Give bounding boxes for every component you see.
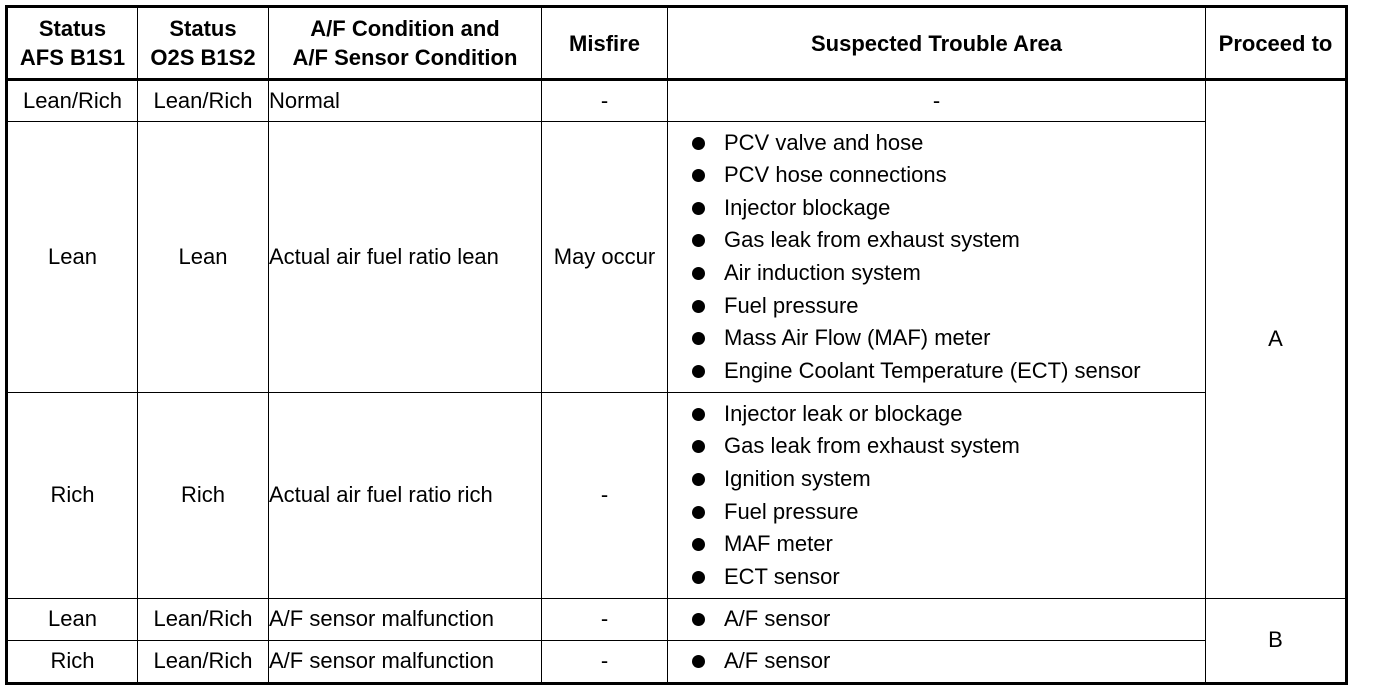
af-condition-cell: Actual air fuel ratio rich	[269, 393, 542, 599]
o2s-status-cell: Lean/Rich	[138, 599, 269, 641]
list-item: Ignition system	[690, 463, 1205, 496]
misfire-cell: -	[542, 641, 668, 684]
bullet-icon	[692, 267, 705, 280]
header-row	[7, 7, 1347, 80]
list-item: Injector leak or blockage	[690, 398, 1205, 431]
list-item: MAF meter	[690, 528, 1205, 561]
table-row	[7, 641, 1347, 684]
trouble-area-cell: -	[668, 80, 1206, 122]
trouble-area-list	[668, 398, 1205, 594]
bullet-icon	[692, 300, 705, 313]
bullet-icon	[692, 613, 705, 626]
header-suspected-trouble-area: Suspected Trouble Area	[668, 7, 1206, 80]
trouble-area-cell	[668, 393, 1206, 599]
trouble-area-cell	[668, 122, 1206, 393]
afs-status-cell: Lean	[7, 122, 138, 393]
bullet-icon	[692, 473, 705, 486]
trouble-area-cell	[668, 641, 1206, 684]
bullet-icon	[692, 506, 705, 519]
list-item: Air induction system	[690, 257, 1205, 290]
list-item: Mass Air Flow (MAF) meter	[690, 322, 1205, 355]
afs-status-cell: Rich	[7, 393, 138, 599]
bullet-icon	[692, 169, 705, 182]
list-item: Gas leak from exhaust system	[690, 430, 1205, 463]
list-item: A/F sensor	[690, 645, 1205, 678]
bullet-icon	[692, 365, 705, 378]
list-item: PCV hose connections	[690, 159, 1205, 192]
trouble-area-list	[668, 127, 1205, 388]
bullet-icon	[692, 234, 705, 247]
list-item: Injector blockage	[690, 192, 1205, 225]
trouble-area-list	[668, 603, 1205, 636]
o2s-status-cell: Lean/Rich	[138, 641, 269, 684]
bullet-icon	[692, 655, 705, 668]
table-row	[7, 393, 1347, 599]
bullet-icon	[692, 137, 705, 150]
list-item: Gas leak from exhaust system	[690, 224, 1205, 257]
afs-status-cell: Lean	[7, 599, 138, 641]
o2s-status-cell: Rich	[138, 393, 269, 599]
bullet-icon	[692, 440, 705, 453]
proceed-to-cell: B	[1206, 599, 1347, 684]
header-misfire: Misfire	[542, 7, 668, 80]
list-item: PCV valve and hose	[690, 127, 1205, 160]
af-condition-cell: A/F sensor malfunction	[269, 599, 542, 641]
bullet-icon	[692, 538, 705, 551]
header-proceed-to: Proceed to	[1206, 7, 1347, 80]
misfire-cell: -	[542, 599, 668, 641]
list-item: Fuel pressure	[690, 290, 1205, 323]
list-item: Fuel pressure	[690, 496, 1205, 529]
table-row	[7, 599, 1347, 641]
af-condition-cell: Actual air fuel ratio lean	[269, 122, 542, 393]
misfire-cell: -	[542, 393, 668, 599]
bullet-icon	[692, 571, 705, 584]
proceed-to-cell: A	[1206, 80, 1347, 599]
table-row	[7, 80, 1347, 122]
af-condition-cell: A/F sensor malfunction	[269, 641, 542, 684]
afs-status-cell: Rich	[7, 641, 138, 684]
afs-status-cell: Lean/Rich	[7, 80, 138, 122]
bullet-icon	[692, 202, 705, 215]
list-item: Engine Coolant Temperature (ECT) sensor	[690, 355, 1205, 388]
header-af-condition: A/F Condition and A/F Sensor Condition	[269, 7, 542, 80]
misfire-cell: -	[542, 80, 668, 122]
misfire-cell: May occur	[542, 122, 668, 393]
table-row	[7, 122, 1347, 393]
bullet-icon	[692, 408, 705, 421]
diagnostic-table	[5, 5, 1348, 685]
o2s-status-cell: Lean	[138, 122, 269, 393]
list-item: ECT sensor	[690, 561, 1205, 594]
o2s-status-cell: Lean/Rich	[138, 80, 269, 122]
header-afs-status: Status AFS B1S1	[7, 7, 138, 80]
trouble-area-list	[668, 645, 1205, 678]
header-o2s-status: Status O2S B1S2	[138, 7, 269, 80]
bullet-icon	[692, 332, 705, 345]
af-condition-cell: Normal	[269, 80, 542, 122]
trouble-area-cell	[668, 599, 1206, 641]
list-item: A/F sensor	[690, 603, 1205, 636]
